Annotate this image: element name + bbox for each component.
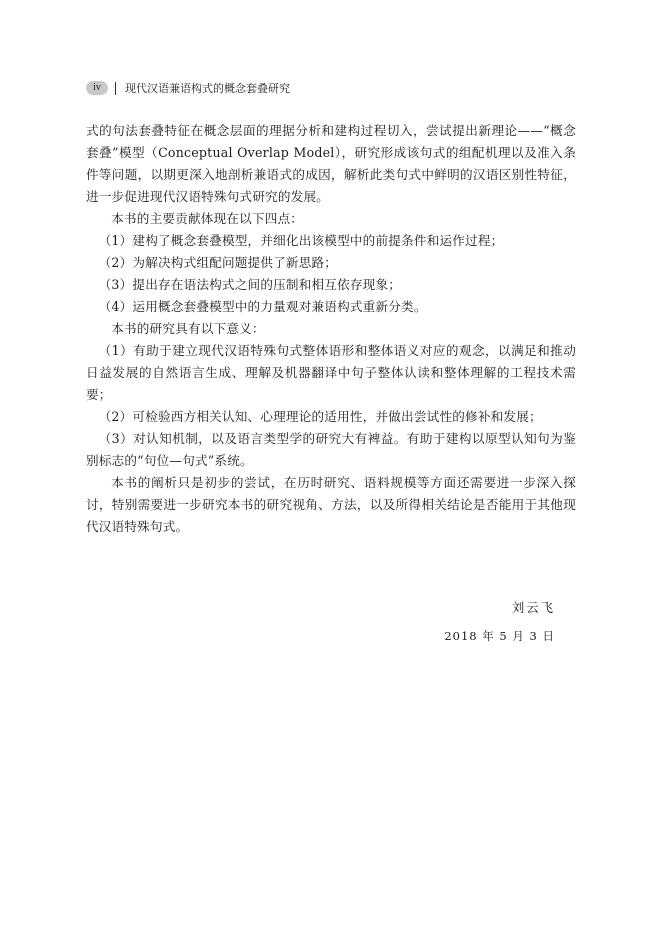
list-item-contribution-1: （1）建构了概念套叠模型，并细化出该模型中的前提条件和运作过程； — [98, 233, 504, 248]
header-divider — [115, 82, 116, 95]
running-title: 现代汉语兼语构式的概念套叠研究 — [125, 82, 290, 95]
list-item-contribution-4: （4）运用概念套叠模型中的力量观对兼语构式重新分类。 — [98, 299, 427, 314]
page-number-badge: iv — [86, 81, 108, 95]
paragraph-contributions-heading: 本书的主要贡献体现在以下四点： — [111, 211, 304, 226]
body-text — [86, 120, 576, 538]
paragraph-intro-continued: 式的句法套叠特征在概念层面的理据分析和建构过程切入，尝试提出新理论——“概念套叠”模型（Conceptual Overlap Model），研究形成该句式的组配机理以及准入条件等问题，以期更深入地剖析兼语式的成因，解析此类句式中鲜明的汉语区别性特征，进一步促进现代汉语特殊句式研究的发展。 — [86, 123, 576, 204]
list-item-significance-2: （2）可检验西方相关认知、心理理论的适用性，并做出尝试性的修补和发展； — [98, 409, 542, 424]
paragraph-conclusion: 本书的阐析只是初步的尝试，在历时研究、语料规模等方面还需要进一步深入探讨，特别需要进一步研究本书的研究视角、方法，以及所得相关结论是否能用于其他现代汉语特殊句式。 — [86, 475, 576, 534]
running-header — [86, 78, 290, 98]
list-item-significance-1: （1）有助于建立现代汉语特殊句式整体语形和整体语义对应的观念，以满足和推动日益发展的自然语言生成、理解及机器翻译中句子整体认读和整体理解的工程技术需要； — [86, 343, 576, 402]
list-item-significance-3: （3）对认知机制，以及语言类型学的研究大有裨益。有助于建构以原型认知句为鉴别标志的“句位—句式”系统。 — [86, 431, 576, 468]
paragraph-significance-heading: 本书的研究具有以下意义： — [111, 321, 265, 336]
list-item-contribution-2: （2）为解决构式组配问题提供了新思路； — [98, 255, 338, 270]
list-item-contribution-3: （3）提出存在语法构式之间的压制和相互依存现象； — [98, 277, 402, 292]
author-signature: 刘云飞 — [511, 600, 555, 615]
signature-date: 2018 年 5 月 3 日 — [444, 629, 555, 643]
